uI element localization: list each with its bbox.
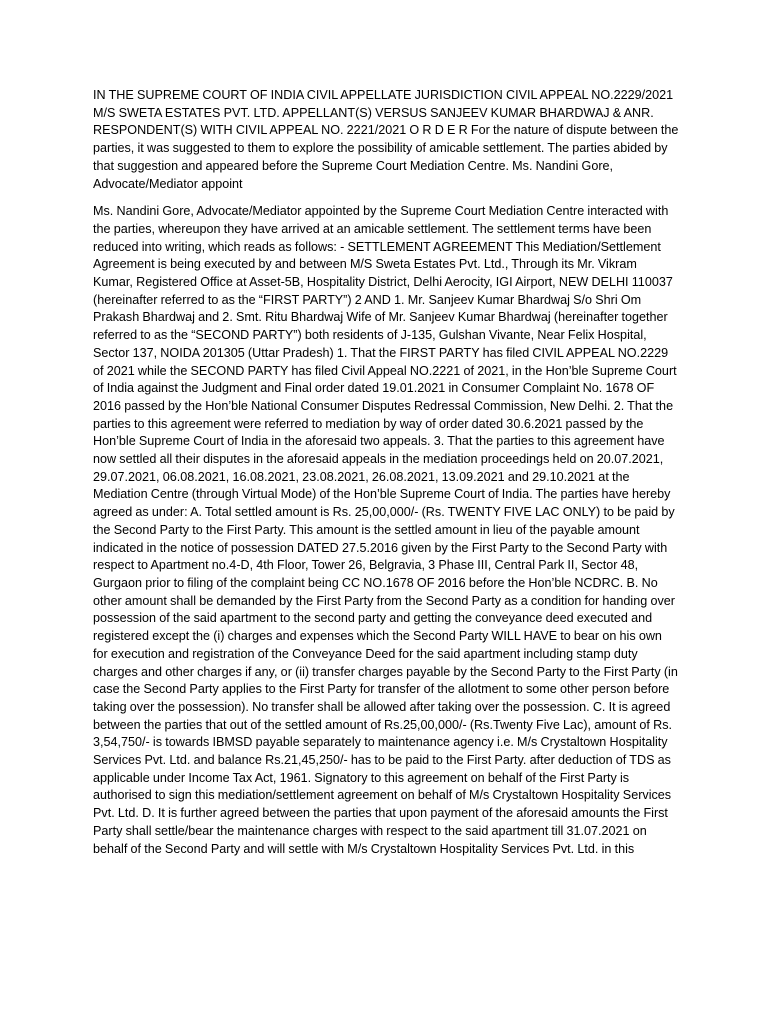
document-body (93, 87, 679, 858)
order-paragraph: IN THE SUPREME COURT OF INDIA CIVIL APPELLATE JURISDICTION CIVIL APPEAL NO.2229/2021 M/S SWETA ESTATES PVT. LTD. APPELLANT(S) VERSUS SANJEEV KUMAR BHARDWAJ & ANR. RESPONDENT(S) WITH CIVIL APPEAL NO. 2221/2021 O R D E R For the nature of dispute between the parties, it was suggested to them to explore the possibility of amicable settlement. The parties abided by that suggestion and appeared before the Supreme Court Mediation Centre. Ms. Nandini Gore, Advocate/Mediator appoint (93, 88, 679, 191)
settlement-paragraph: Ms. Nandini Gore, Advocate/Mediator appointed by the Supreme Court Mediation Centre interacted with the parties, whereupon they have arrived at an amicable settlement. The settlement terms have been reduced into writing, which reads as follows: - SETTLEMENT AGREEMENT This Mediation/Settlement Agreement is being executed by and between M/S Sweta Estates Pvt. Ltd., Through its Mr. Vikram Kumar, Registered Office at Asset-5B, Hospitality District, Delhi Aerocity, IGI Airport, NEW DELHI 110037 (hereinafter referred to as the “FIRST PARTY”) 2 AND 1. Mr. Sanjeev Kumar Bhardwaj S/o Shri Om Prakash Bhardwaj and 2. Smt. Ritu Bhardwaj Wife of Mr. Sanjeev Kumar Bhardwaj (hereinafter together referred to as the “SECOND PARTY”) both residents of J-135, Gulshan Vivante, Near Felix Hospital, Sector 137, NOIDA 201305 (Uttar Pradesh) 1. That the FIRST PARTY has filed CIVIL APPEAL NO.2229 of 2021 while the SECOND PARTY has filed Civil Appeal NO.2221 of 2021, in the Hon’ble Supreme Court of India against the Judgment and Final order dated 19.01.2021 in Consumer Complaint No. 1678 OF 2016 passed by the Hon’ble National Consumer Disputes Redressal Commission, New Delhi. 2. That the parties to this agreement were referred to mediation by way of order dated 30.6.2021 passed by the Hon’ble Supreme Court of India in the aforesaid two appeals. 3. That the parties to this agreement have now settled all their disputes in the aforesaid appeals in the mediation proceedings held on 20.07.2021, 29.07.2021, 06.08.2021, 16.08.2021, 23.08.2021, 26.08.2021, 13.09.2021 and 29.10.2021 at the Mediation Centre (through Virtual Mode) of the Hon’ble Supreme Court of India. The parties have hereby agreed as under: A. Total settled amount is Rs. 25,00,000/- (Rs. TWENTY FIVE LAC ONLY) to be paid by the Second Party to the First Party. This amount is the settled amount in lieu of the payable amount indicated in the notice of possession DATED 27.5.2016 given by the First Party to the Second Party with respect to Apartment no.4-D, 4th Floor, Tower 26, Belgravia, 3 Phase III, Central Park II, Sector 48, Gurgaon prior to filing of the complaint being CC NO.1678 OF 2016 before the Hon’ble NCDRC. B. No other amount shall be demanded by the First Party from the Second Party as a condition for handing over possession of the said apartment to the second party and getting the conveyance deed executed and registered except the (i) charges and expenses which the Second Party WILL HAVE to bear on his own for execution and registration of the Conveyance Deed for the said apartment including stamp duty charges and other charges if any, or (ii) transfer charges payable by the Second Party to the First Party (in case the Second Party applies to the First Party for transfer of the allotment to some other person before taking over the possession). No transfer shall be allowed after taking over the possession. C. It is agreed between the parties that out of the settled amount of Rs.25,00,000/- (Rs.Twenty Five Lac), amount of Rs. 3,54,750/- is towards IBMSD payable separately to maintenance agency i.e. M/s Crystaltown Hospitality Services Pvt. Ltd. and balance Rs.21,45,250/- has to be paid to the First Party. after deduction of TDS as applicable under Income Tax Act, 1961. Signatory to this agreement on behalf of the First Party is authorised to sign this mediation/settlement agreement on behalf of M/s Crystaltown Hospitality Services Pvt. Ltd. D. It is further agreed between the parties that upon payment of the aforesaid amounts the First Party shall settle/bear the maintenance charges with respect to the said apartment till 31.07.2021 on behalf of the Second Party and will settle with M/s Crystaltown Hospitality Services Pvt. Ltd. in this (93, 204, 678, 856)
